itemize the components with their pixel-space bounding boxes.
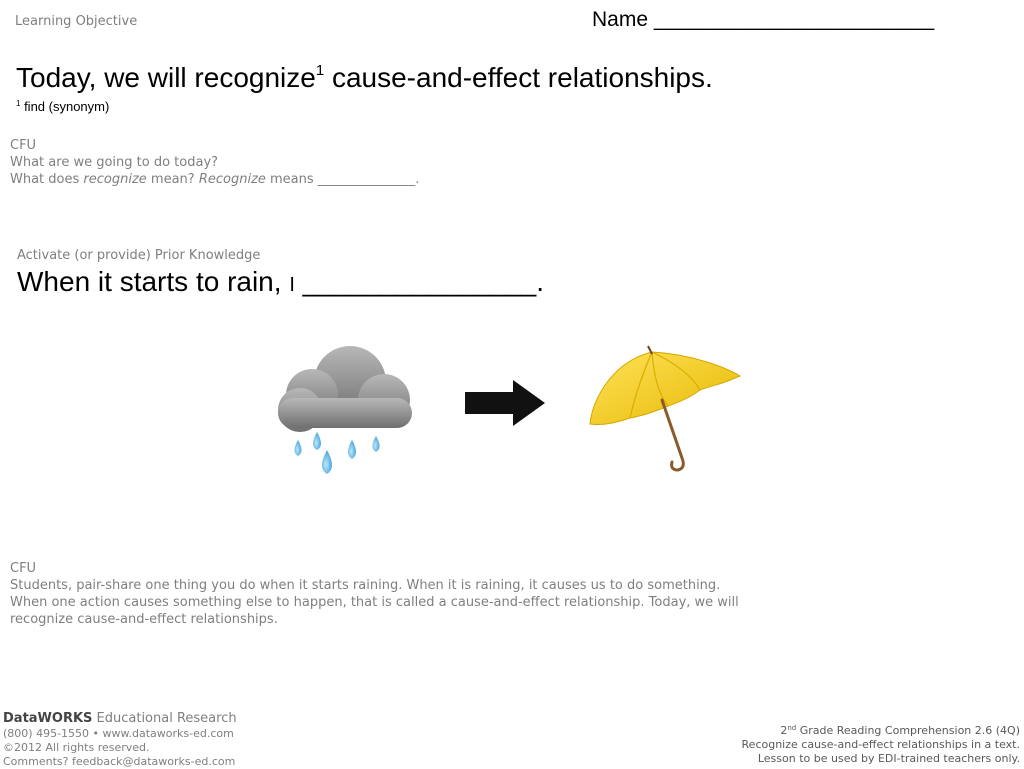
prior-knowledge-label: Activate (or provide) Prior Knowledge bbox=[17, 248, 261, 263]
cfu-top-heading: CFU bbox=[10, 138, 37, 153]
q2-mid: mean? bbox=[146, 172, 199, 187]
footer-lesson-info bbox=[742, 721, 1020, 766]
grade-number: 2 bbox=[780, 724, 788, 737]
objective-text-end: cause-and-effect relationships. bbox=[324, 62, 713, 93]
grade-title: Grade Reading Comprehension 2.6 (4Q) bbox=[796, 724, 1020, 737]
lesson-usage: Lesson to be used by EDI-trained teachers only. bbox=[757, 752, 1020, 765]
objective-footnote-mark: 1 bbox=[315, 62, 325, 79]
prior-knowledge-sentence bbox=[17, 266, 544, 298]
lesson-standard: Recognize cause-and-effect relationships in a text. bbox=[741, 738, 1020, 751]
learning-objective-label: Learning Objective bbox=[15, 14, 138, 29]
cfu-top-question1: What are we going to do today? bbox=[10, 155, 219, 170]
cfu-top bbox=[10, 137, 419, 188]
footer-brand bbox=[3, 711, 237, 726]
brand-tagline: Educational Research bbox=[92, 711, 237, 726]
objective-footnote bbox=[16, 99, 109, 114]
q2-suffix: means _______________. bbox=[265, 172, 420, 187]
cfu-top-question2 bbox=[10, 171, 419, 188]
umbrella-icon bbox=[582, 340, 747, 475]
footnote-text: find (synonym) bbox=[20, 99, 110, 114]
name-field-label: Name ________________________ bbox=[592, 8, 935, 31]
right-arrow-icon bbox=[463, 378, 547, 428]
footnote-number: 1 bbox=[16, 99, 21, 108]
footer-comments: Comments? feedback@dataworks-ed.com bbox=[3, 755, 236, 768]
objective-text-start: Today, we will recognize bbox=[16, 62, 316, 93]
cfu-bottom-heading: CFU bbox=[10, 561, 37, 576]
footer-copyright: ©2012 All rights reserved. bbox=[3, 741, 150, 754]
rain-cloud-icon bbox=[272, 340, 417, 480]
sentence-pronoun: I bbox=[289, 274, 295, 296]
brand-name: DataWORKS bbox=[3, 711, 93, 726]
sentence-start: When it starts to rain, bbox=[17, 266, 290, 297]
cfu-bottom bbox=[10, 560, 750, 628]
cfu-bottom-body: Students, pair-share one thing you do when it starts raining. When it is raining, it causes us to do something. When one action causes something else to happen, that is called a cause-and-effect relationship. Today, we will recognize cause-and-effect relationships. bbox=[10, 578, 739, 627]
grade-ordinal: nd bbox=[787, 724, 797, 732]
footer-phone-web: (800) 495-1550 • www.dataworks-ed.com bbox=[3, 727, 234, 740]
learning-objective bbox=[16, 62, 713, 94]
q2-recognize-italic-2: Recognize bbox=[198, 172, 266, 187]
q2-prefix: What does bbox=[10, 172, 84, 187]
q2-recognize-italic: recognize bbox=[83, 172, 147, 187]
sentence-blank: _______________. bbox=[294, 266, 545, 297]
lesson-grade bbox=[742, 721, 1020, 738]
